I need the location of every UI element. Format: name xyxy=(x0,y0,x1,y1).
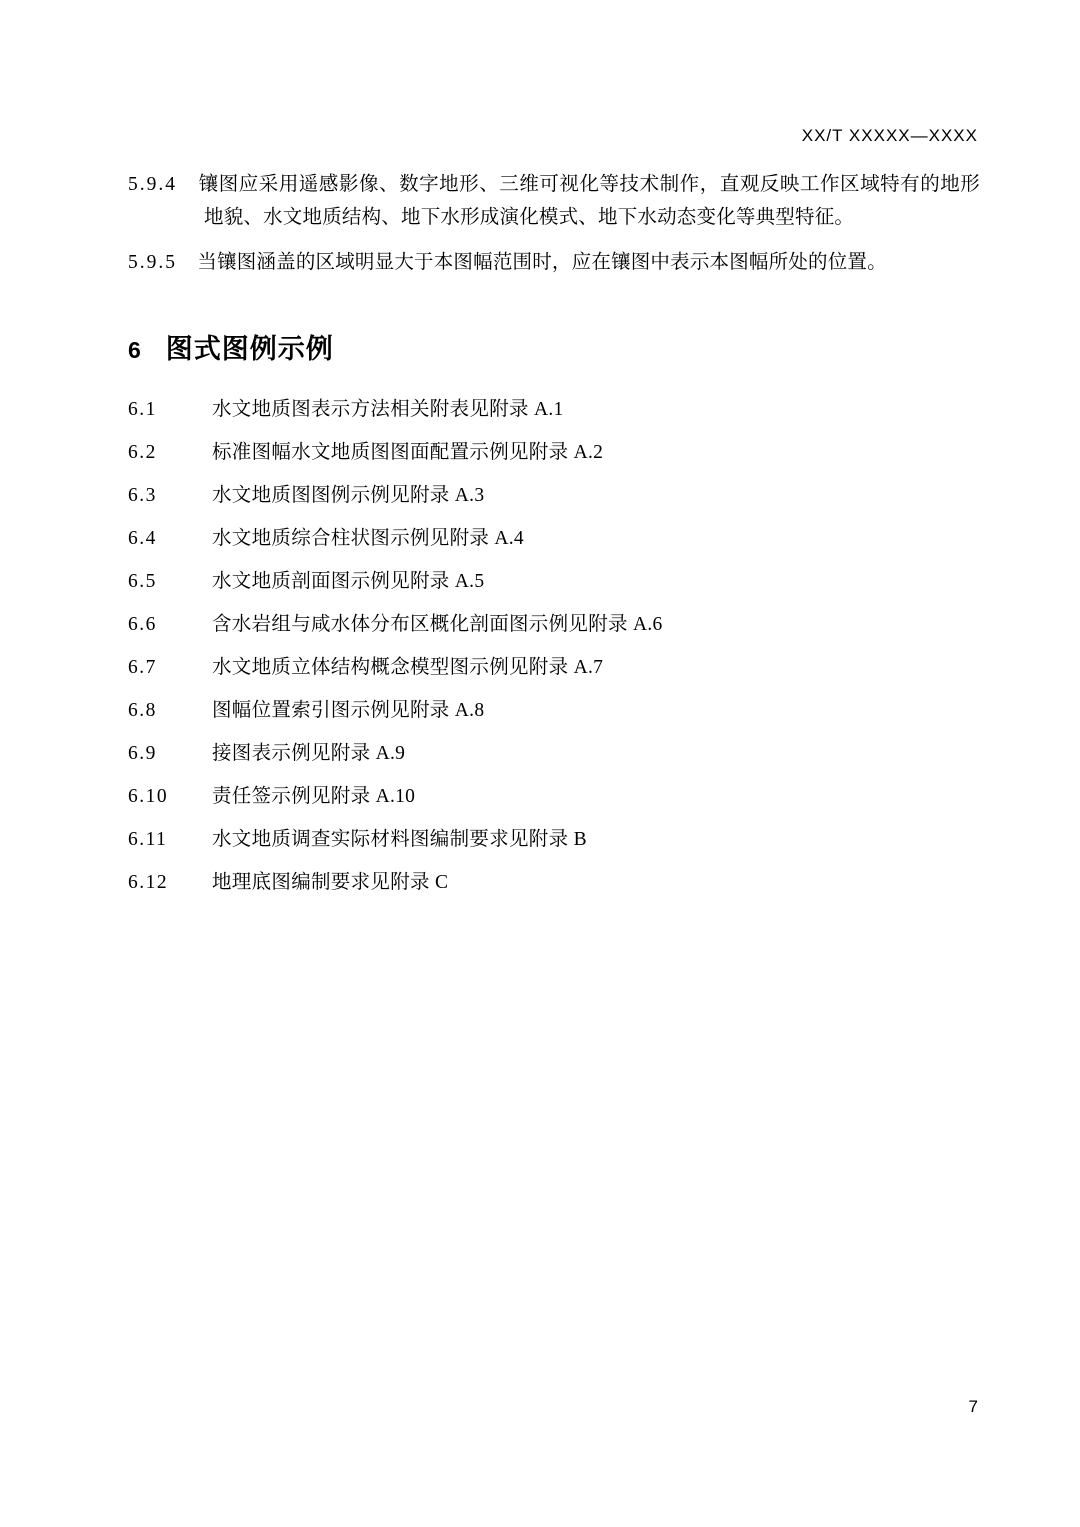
clause-paragraph xyxy=(128,168,980,234)
list-item xyxy=(128,431,980,474)
list-item-number: 6.12 xyxy=(128,872,169,893)
clause-paragraph xyxy=(128,246,980,279)
page-header-standard-code: XX/T XXXXX—XXXX xyxy=(801,126,978,145)
list-item-number: 6.10 xyxy=(128,786,169,807)
list-item-label: 水文地质调查实际材料图编制要求见附录 B xyxy=(212,829,587,850)
list-item-number: 6.6 xyxy=(128,614,157,635)
section-heading xyxy=(128,327,980,366)
list-item xyxy=(128,861,980,904)
list-item xyxy=(128,560,980,603)
clause-number: 5.9.4 xyxy=(128,174,177,195)
list-item xyxy=(128,646,980,689)
clause-text: 镶图应采用遥感影像、数字地形、三维可视化等技术制作，直观反映工作区域特有的地形地貌、水文地质结构、地下水形成演化模式、地下水动态变化等典型特征。 xyxy=(198,174,980,228)
list-item-label: 地理底图编制要求见附录 C xyxy=(212,872,449,893)
page-content xyxy=(128,168,980,904)
list-item-number: 6.3 xyxy=(128,485,157,506)
list-item xyxy=(128,689,980,732)
list-item-number: 6.9 xyxy=(128,743,157,764)
list-item-label: 图幅位置索引图示例见附录 A.8 xyxy=(212,700,485,721)
list-item-label: 水文地质剖面图示例见附录 A.5 xyxy=(212,571,485,592)
page-number: 7 xyxy=(968,1397,978,1416)
list-item-label: 水文地质立体结构概念模型图示例见附录 A.7 xyxy=(212,657,604,678)
list-item-label: 水文地质综合柱状图示例见附录 A.4 xyxy=(212,528,524,549)
clause-number: 5.9.5 xyxy=(128,252,177,273)
list-item-number: 6.11 xyxy=(128,829,168,850)
list-item xyxy=(128,775,980,818)
list-item xyxy=(128,818,980,861)
list-item-number: 6.2 xyxy=(128,442,157,463)
list-item-number: 6.5 xyxy=(128,571,157,592)
list-item xyxy=(128,732,980,775)
list-item xyxy=(128,603,980,646)
list-item xyxy=(128,388,980,431)
list-item-label: 标准图幅水文地质图图面配置示例见附录 A.2 xyxy=(212,442,604,463)
list-item-number: 6.8 xyxy=(128,700,157,721)
list-item-number: 6.1 xyxy=(128,399,157,420)
section-number: 6 xyxy=(128,337,142,363)
section-item-list xyxy=(128,388,980,904)
list-item-label: 水文地质图图例示例见附录 A.3 xyxy=(212,485,485,506)
list-item xyxy=(128,474,980,517)
list-item-label: 责任签示例见附录 A.10 xyxy=(212,786,416,807)
list-item-label: 含水岩组与咸水体分布区概化剖面图示例见附录 A.6 xyxy=(212,614,663,635)
list-item-number: 6.4 xyxy=(128,528,157,549)
clause-text: 当镶图涵盖的区域明显大于本图幅范围时，应在镶图中表示本图幅所处的位置。 xyxy=(197,252,887,273)
list-item-label: 水文地质图表示方法相关附表见附录 A.1 xyxy=(212,399,564,420)
list-item-label: 接图表示例见附录 A.9 xyxy=(212,743,406,764)
list-item-number: 6.7 xyxy=(128,657,157,678)
list-item xyxy=(128,517,980,560)
section-title: 图式图例示例 xyxy=(165,334,334,364)
